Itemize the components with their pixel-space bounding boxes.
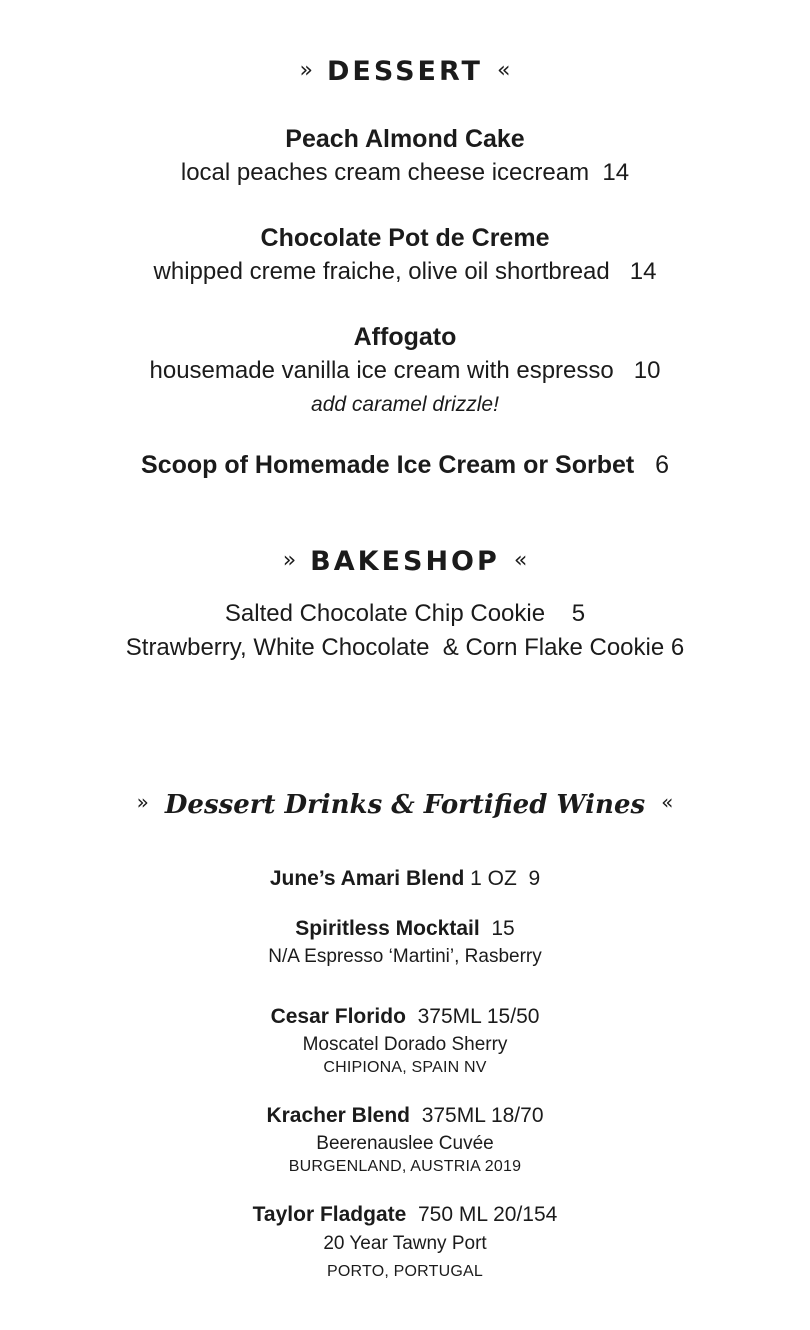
open-quote-mark: »: [136, 790, 149, 814]
drink-name: Spiritless Mocktail: [295, 917, 480, 940]
bakeshop-section-header: [0, 546, 810, 577]
drink-subtitle: 20 Year Tawny Port: [323, 1233, 487, 1254]
drink-item-line: [0, 1005, 810, 1029]
menu-item-note: add caramel drizzle!: [311, 393, 499, 416]
item-description: whipped creme fraiche, olive oil shortbread: [153, 258, 610, 285]
close-quote-mark: «: [661, 790, 674, 814]
menu-item-line: [0, 451, 810, 480]
item-name: Salted Chocolate Chip Cookie: [224, 600, 546, 627]
open-quote-mark: »: [299, 58, 313, 83]
item-price: 14: [602, 159, 630, 186]
drink-detail: 15: [491, 917, 515, 940]
menu-item-description: [0, 159, 810, 187]
item-description: housemade vanilla ice cream with espresso: [149, 357, 614, 384]
drink-detail: 375ML 15/50: [417, 1005, 540, 1028]
drink-name: June’s Amari Blend: [269, 867, 465, 890]
close-quote-mark: «: [513, 548, 528, 573]
menu-item-description: [0, 258, 810, 286]
item-price: 5: [571, 600, 586, 627]
menu-item-name: Peach Almond Cake: [285, 125, 525, 153]
drink-subtitle: Moscatel Dorado Sherry: [302, 1034, 508, 1055]
menu-item-name: Affogato: [353, 323, 457, 351]
drink-item-line: [0, 1203, 810, 1227]
drink-detail: 1 OZ 9: [470, 867, 541, 890]
item-price: 14: [629, 258, 657, 285]
drink-name: Cesar Florido: [270, 1005, 406, 1028]
bakeshop-title: BAKESHOP: [310, 546, 500, 577]
item-name: Strawberry, White Chocolate & Corn Flake Cookie: [125, 634, 665, 661]
drink-origin: BURGENLAND, AUSTRIA 2019: [288, 1158, 522, 1175]
drink-detail: 375ML 18/70: [421, 1104, 544, 1127]
drink-item-line: [0, 1104, 810, 1128]
drinks-section-header: [0, 790, 810, 820]
dessert-section-header: [0, 56, 810, 87]
drink-subtitle: N/A Espresso ‘Martini’, Rasberry: [268, 946, 542, 967]
drink-item-line: [0, 867, 810, 891]
item-name: Scoop of Homemade Ice Cream or Sorbet: [141, 451, 635, 479]
item-price: 10: [633, 357, 661, 384]
menu-item-name: Chocolate Pot de Creme: [260, 224, 550, 252]
drink-origin: CHIPIONA, SPAIN NV: [323, 1059, 487, 1076]
drink-detail: 750 ML 20/154: [417, 1203, 558, 1226]
drink-name: Kracher Blend: [266, 1104, 411, 1127]
item-price: 6: [670, 634, 685, 661]
menu-item-description: [0, 357, 810, 385]
drink-origin: PORTO, PORTUGAL: [327, 1263, 483, 1280]
menu-item-line: [0, 600, 810, 628]
drinks-title: Dessert Drinks & Fortified Wines: [164, 790, 646, 820]
drink-item-line: [0, 917, 810, 941]
item-description: local peaches cream cheese icecream: [180, 159, 590, 186]
item-price: 6: [655, 451, 669, 479]
menu-item-line: [0, 634, 810, 662]
close-quote-mark: «: [496, 58, 511, 83]
open-quote-mark: »: [282, 548, 297, 573]
drink-subtitle: Beerenauslee Cuvée: [316, 1133, 494, 1154]
drink-name: Taylor Fladgate: [252, 1203, 407, 1226]
dessert-title: DESSERT: [327, 56, 483, 87]
